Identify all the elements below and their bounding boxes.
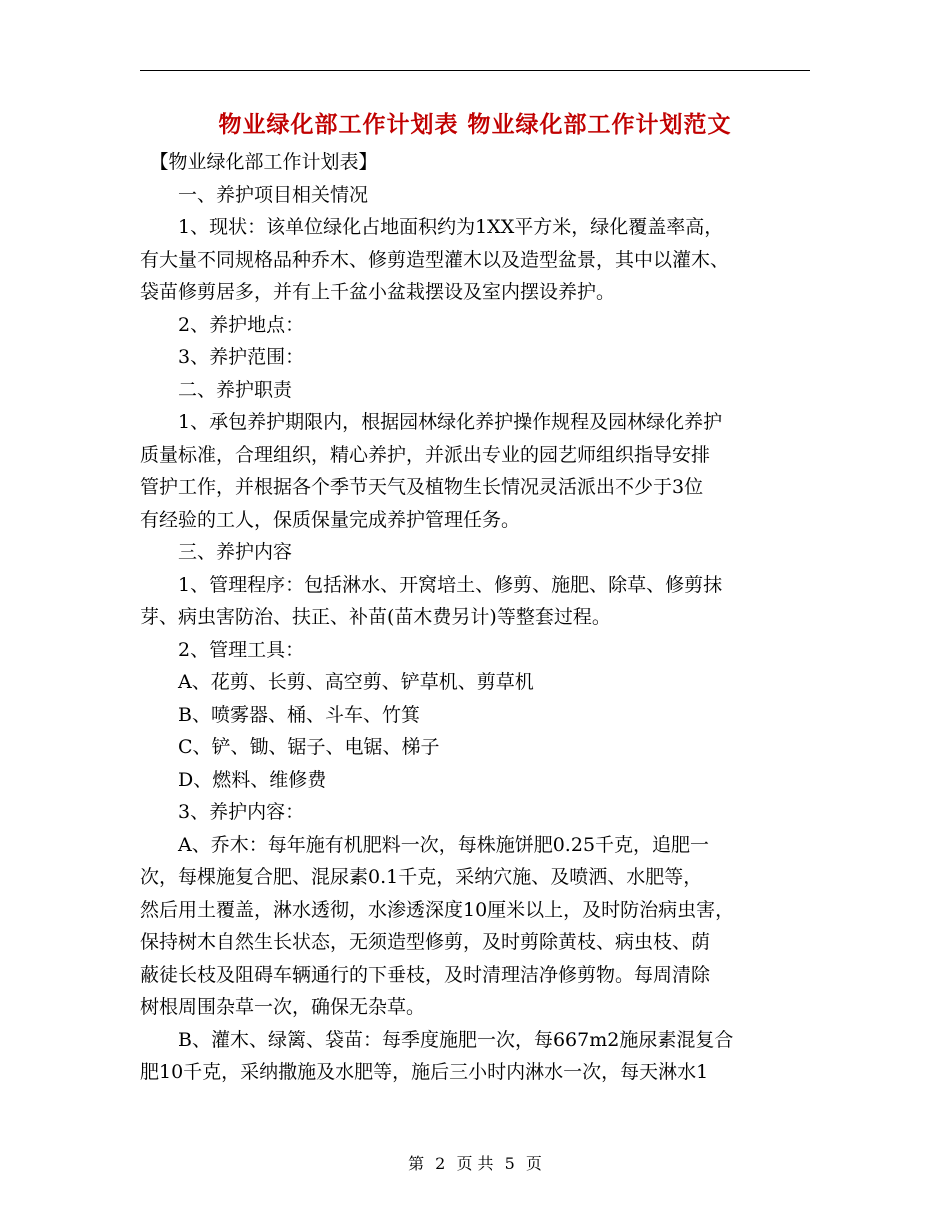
text-line: B、灌木、绿篱、袋苗：每季度施肥一次，每667m2施尿素混复合 <box>140 1028 734 1051</box>
text-line: A、花剪、长剪、高空剪、铲草机、剪草机 <box>140 671 534 693</box>
text-line: C、铲、锄、锯子、电锯、梯子 <box>140 736 440 758</box>
text-line: 2、管理工具： <box>140 638 305 661</box>
footer-total-pages: 5 <box>504 1154 515 1173</box>
text-line: 树根周围杂草一次，确保无杂草。 <box>140 996 426 1018</box>
text-line: 蔽徒长枝及阻碍车辆通行的下垂枝，及时清理洁净修剪物。每周清除 <box>140 963 711 986</box>
text-line: 有经验的工人，保质保量完成养护管理任务。 <box>140 508 521 531</box>
text-line: 1、管理程序：包括淋水、开窝培土、修剪、施肥、除草、修剪抹 <box>140 573 723 596</box>
text-line: 肥10千克，采纳撒施及水肥等，施后三小时内淋水一次，每天淋水1 <box>140 1061 709 1083</box>
text-line: B、喷雾器、桶、斗车、竹箕 <box>140 703 420 726</box>
text-line: 质量标准，合理组织，精心养护，并派出专业的园艺师组织指导安排 <box>140 443 711 466</box>
text-line: 管护工作，并根据各个季节天气及植物生长情况灵活派出不少于3位 <box>140 476 704 498</box>
text-line: 【物业绿化部工作计划表】 <box>140 151 378 173</box>
text-line: D、燃料、维修费 <box>140 768 327 791</box>
text-line: 3、养护范围： <box>140 346 305 368</box>
text-line: 三、养护内容 <box>140 541 293 563</box>
header-rule <box>140 70 810 71</box>
text-line: 有大量不同规格品种乔木、修剪造型灌木以及造型盆景，其中以灌木、 <box>140 248 730 271</box>
document-title: 物业绿化部工作计划表 物业绿化部工作计划范文 <box>218 112 732 138</box>
document-body <box>140 146 812 1089</box>
text-line: 芽、病虫害防治、扶正、补苗(苗木费另计)等整套过程。 <box>140 606 611 628</box>
text-line: 1、现状：该单位绿化占地面积约为1XX平方米，绿化覆盖率高， <box>140 216 724 238</box>
footer-page-number: 2 <box>435 1154 446 1173</box>
footer-page-mid: 页 共 <box>456 1154 494 1173</box>
text-line: 保持树木自然生长状态，无须造型修剪，及时剪除黄枝、病虫枝、荫 <box>140 931 711 953</box>
text-line: 3、养护内容： <box>140 801 305 823</box>
text-line: 二、养护职责 <box>140 378 293 401</box>
text-line: 2、养护地点： <box>140 313 305 336</box>
footer-page-prefix: 第 <box>408 1154 425 1173</box>
text-line: 1、承包养护期限内，根据园林绿化养护操作规程及园林绿化养护 <box>140 411 723 433</box>
text-line: 一、养护项目相关情况 <box>140 183 369 206</box>
text-line: 次，每棵施复合肥、混尿素0.1千克，采纳穴施、及喷洒、水肥等， <box>140 866 703 888</box>
text-line: A、乔木：每年施有机肥料一次，每株施饼肥0.25千克，追肥一 <box>140 833 710 856</box>
page-footer <box>0 1153 950 1175</box>
text-line: 袋苗修剪居多，并有上千盆小盆栽摆设及室内摆设养护。 <box>140 281 616 303</box>
footer-page-suffix: 页 <box>525 1154 542 1173</box>
text-line: 然后用土覆盖，淋水透彻，水渗透深度10厘米以上，及时防治病虫害， <box>140 898 735 921</box>
